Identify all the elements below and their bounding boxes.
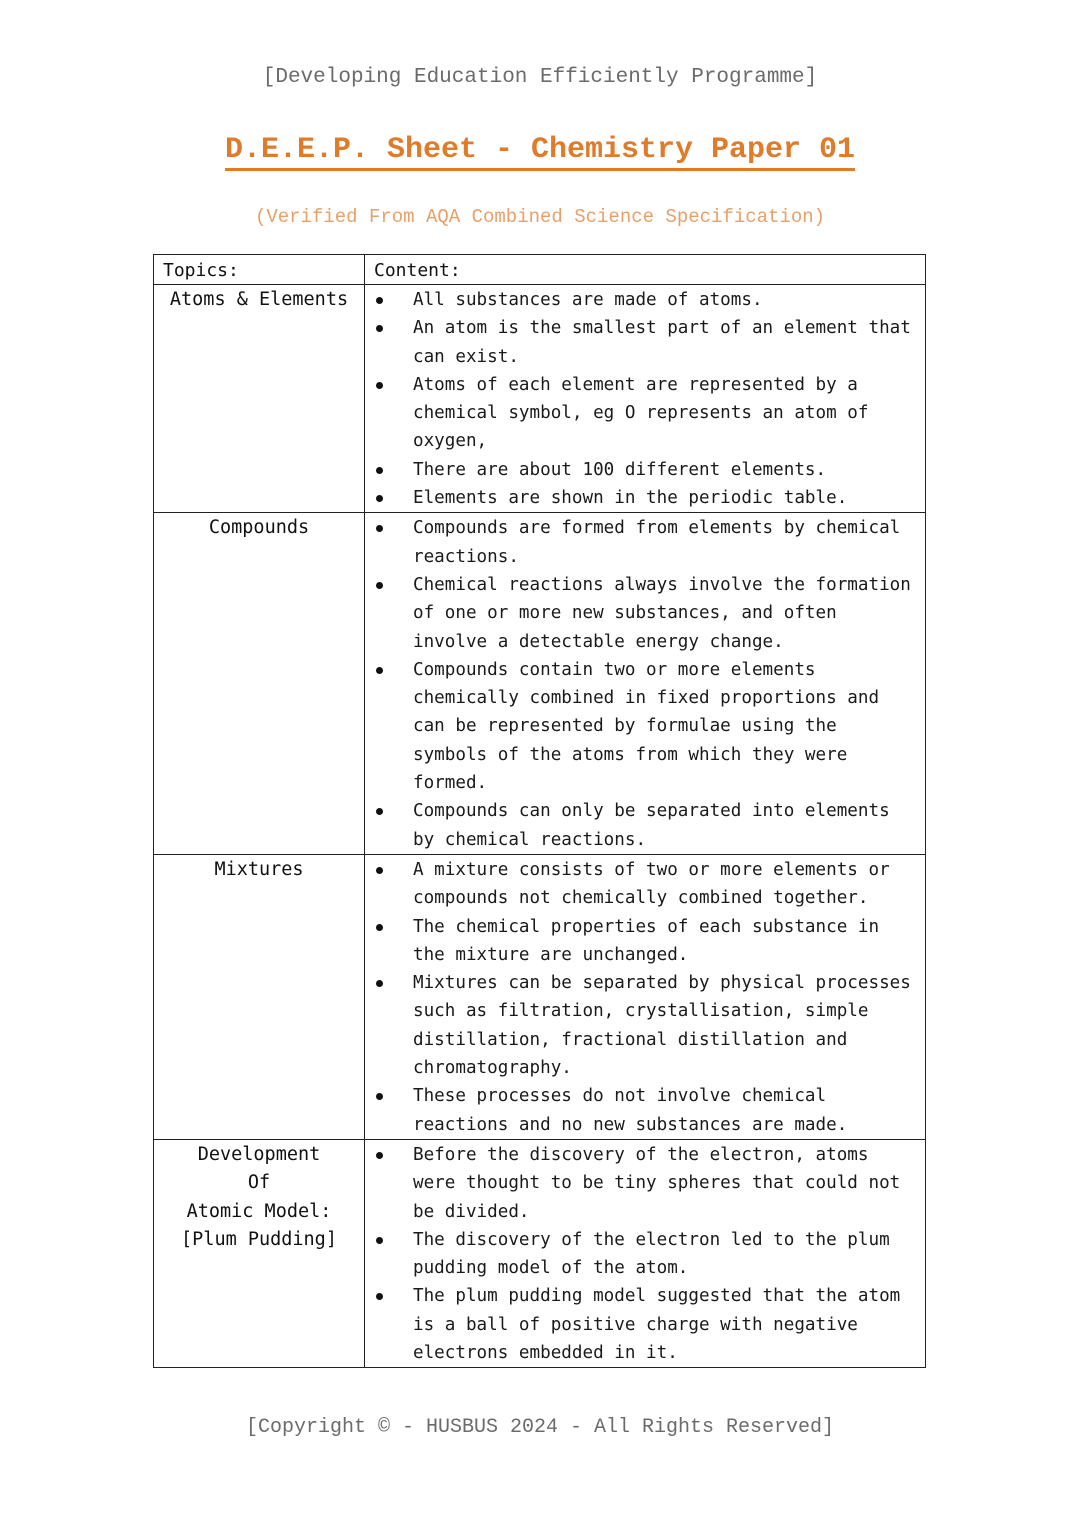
table-row [154, 285, 926, 513]
topic-cell: Mixtures [154, 854, 365, 1139]
bullet-point: Compounds can only be separated into elements by chemical reactions. [365, 797, 917, 854]
bullet-point: The discovery of the electron led to the plum pudding model of the atom. [365, 1226, 917, 1283]
bullet-point: Chemical reactions always involve the formation of one or more new substances, and often involve a detectable energy change. [365, 571, 917, 656]
specification-note: (Verified From AQA Combined Science Specification) [254, 206, 826, 228]
copyright-footer: [Copyright © - HUSBUS 2024 - All Rights Reserved] [245, 1416, 835, 1439]
bullet-point: Compounds contain two or more elements chemically combined in fixed proportions and can be represented by formulae using the symbols of the atoms from which they were formed. [365, 656, 917, 797]
bullet-point: The plum pudding model suggested that the atom is a ball of positive charge with negative electrons embedded in it. [365, 1282, 917, 1367]
table-row [154, 513, 926, 855]
programme-heading: [Developing Education Efficiently Programme] [262, 66, 818, 89]
table-row [154, 854, 926, 1139]
bullet-list [365, 856, 917, 1139]
bullet-list [365, 514, 917, 854]
topic-cell: Atoms & Elements [154, 285, 365, 513]
bullet-point: The chemical properties of each substance in the mixture are unchanged. [365, 913, 917, 970]
table-header-row [154, 255, 926, 285]
content-cell [365, 513, 926, 855]
topic-cell: Development Of Atomic Model: [Plum Pudding] [154, 1139, 365, 1367]
bullet-point: Before the discovery of the electron, atoms were thought to be tiny spheres that could not be divided. [365, 1141, 917, 1226]
bullet-list [365, 1141, 917, 1367]
topics-column-header: Topics: [154, 255, 365, 285]
bullet-point: Mixtures can be separated by physical processes such as filtration, crystallisation, simple distillation, fractional distillation and chromatography. [365, 969, 917, 1082]
bullet-point: All substances are made of atoms. [365, 286, 917, 314]
table-row [154, 1139, 926, 1367]
bullet-point: Elements are shown in the periodic table. [365, 484, 917, 512]
content-cell [365, 854, 926, 1139]
sheet-title-text: D.E.E.P. Sheet - Chemistry Paper 01 [225, 133, 855, 171]
bullet-point: Atoms of each element are represented by a chemical symbol, eg O represents an atom of oxygen, [365, 371, 917, 456]
sheet-title [0, 133, 1080, 171]
bullet-list [365, 286, 917, 512]
bullet-point: A mixture consists of two or more elements or compounds not chemically combined together. [365, 856, 917, 913]
bullet-point: An atom is the smallest part of an element that can exist. [365, 314, 917, 371]
content-column-header: Content: [365, 255, 926, 285]
bullet-point: Compounds are formed from elements by chemical reactions. [365, 514, 917, 571]
topic-cell: Compounds [154, 513, 365, 855]
bullet-point: There are about 100 different elements. [365, 456, 917, 484]
bullet-point: These processes do not involve chemical reactions and no new substances are made. [365, 1082, 917, 1139]
content-cell [365, 1139, 926, 1367]
topics-table [153, 254, 926, 1368]
content-cell [365, 285, 926, 513]
